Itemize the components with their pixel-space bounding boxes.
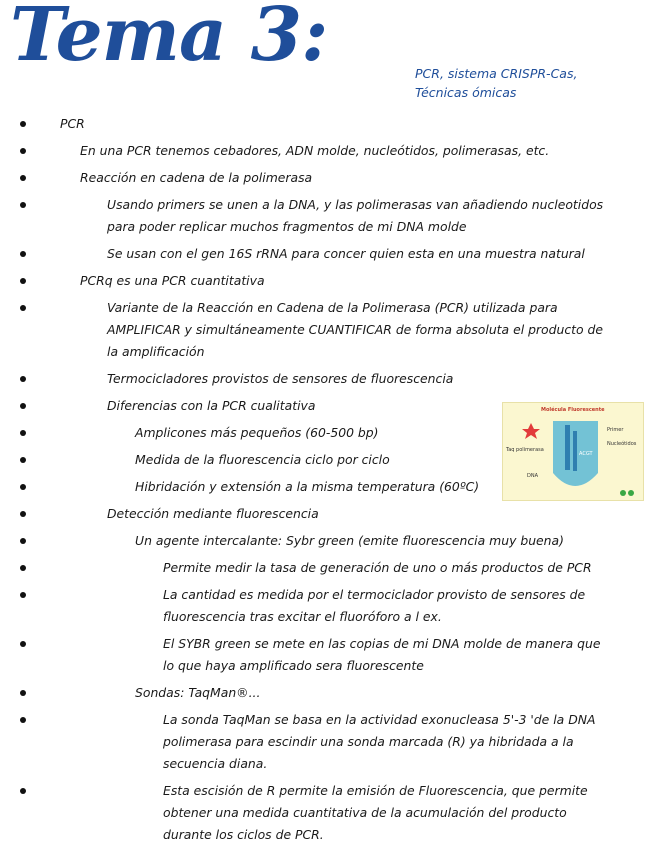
- list-item: [0, 140, 656, 167]
- list-item: [0, 270, 656, 297]
- page-subtitle: [415, 64, 645, 102]
- list-item-text: Sondas: TaqMan®...: [135, 685, 261, 700]
- list-item-text: La sonda TaqMan se basa en la actividad exonucleasa 5'-3 'de la DNA polimerasa para escindir una sonda marcada (R) ya hibridada a la secuencia diana.: [163, 712, 596, 771]
- list-item-text: Diferencias con la PCR cualitativa: [107, 398, 316, 413]
- subtitle-line-2: Técnicas ómicas: [415, 85, 517, 100]
- list-item-text: En una PCR tenemos cebadores, ADN molde, nucleótidos, polimerasas, etc.: [80, 143, 550, 158]
- list-item-text: PCR: [60, 116, 85, 131]
- bullet-icon: [20, 592, 26, 598]
- bullet-icon: [20, 251, 26, 257]
- bullet-icon: [20, 202, 26, 208]
- figure-label-nucleotidos: Nucleótidos: [607, 441, 637, 447]
- list-item: [0, 167, 656, 194]
- list-item-text: Termocicladores provistos de sensores de fluorescencia: [107, 371, 454, 386]
- bullet-icon: [20, 376, 26, 382]
- list-item-text: Amplicones más pequeños (60-500 bp): [135, 425, 379, 440]
- list-item: [0, 633, 656, 682]
- bullet-icon: [20, 538, 26, 544]
- list-item-text: Detección mediante fluorescencia: [107, 506, 319, 521]
- qpcr-diagram: [502, 402, 644, 501]
- list-item: [0, 557, 656, 584]
- list-item: [0, 584, 656, 633]
- bullet-icon: [20, 121, 26, 127]
- figure-label-taq: Taq polimerasa: [506, 447, 544, 453]
- bullet-icon: [20, 788, 26, 794]
- page-title: Tema 3:: [10, 0, 328, 78]
- bullet-icon: [20, 175, 26, 181]
- bullet-icon: [20, 484, 26, 490]
- list-item-text: Hibridación y extensión a la misma temperatura (60ºC): [135, 479, 480, 494]
- list-item: [0, 243, 656, 270]
- bullet-icon: [20, 305, 26, 311]
- bullet-icon: [20, 641, 26, 647]
- bullet-icon: [20, 278, 26, 284]
- list-item-text: Variante de la Reacción en Cadena de la Polimerasa (PCR) utilizada para AMPLIFICAR y simultáneamente CUANTIFICAR de forma absoluta el producto de la amplificación: [107, 300, 604, 359]
- bullet-icon: [20, 511, 26, 517]
- bullet-icon: [20, 457, 26, 463]
- list-item: [0, 503, 656, 530]
- figure-title: Molécula Fluorescente: [541, 407, 605, 413]
- list-item-text: Permite medir la tasa de generación de uno o más productos de PCR: [163, 560, 592, 575]
- figure-label-primer: Primer: [607, 427, 624, 433]
- list-item-text: Reacción en cadena de la polimerasa: [80, 170, 313, 185]
- list-item: [0, 113, 656, 140]
- list-item: [0, 780, 656, 851]
- list-item: [0, 368, 656, 395]
- list-item-text: El SYBR green se mete en las copias de mi DNA molde de manera que lo que haya amplificado sera fluorescente: [163, 636, 601, 673]
- list-item-text: Medida de la fluorescencia ciclo por ciclo: [135, 452, 390, 467]
- list-item-text: Un agente intercalante: Sybr green (emite fluorescencia muy buena): [135, 533, 564, 548]
- list-item: [0, 682, 656, 709]
- bullet-icon: [20, 717, 26, 723]
- list-item: [0, 194, 656, 243]
- bullet-icon: [20, 403, 26, 409]
- subtitle-line-1: PCR, sistema CRISPR-Cas,: [415, 66, 578, 81]
- list-item-text: PCRq es una PCR cuantitativa: [80, 273, 265, 288]
- list-item: [0, 297, 656, 368]
- figure-label-dna: DNA: [527, 473, 539, 479]
- list-item-text: Usando primers se unen a la DNA, y las polimerasas van añadiendo nucleotidos para poder replicar muchos fragmentos de mi DNA molde: [107, 197, 604, 234]
- bullet-icon: [20, 690, 26, 696]
- bullet-icon: [20, 148, 26, 154]
- bullet-icon: [20, 430, 26, 436]
- list-item: [0, 530, 656, 557]
- figure-label-bases: ACGT: [579, 451, 593, 457]
- bullet-icon: [20, 565, 26, 571]
- list-item: [0, 709, 656, 780]
- list-item-text: La cantidad es medida por el termociclador provisto de sensores de fluorescencia tras excitar el fluorófоro a l ex.: [163, 587, 586, 624]
- list-item-text: Esta escisión de R permite la emisión de Fluorescencia, que permite obtener una medida cuantitativa de la acumulación del producto durante los ciclos de PCR.: [163, 783, 588, 842]
- list-item-text: Se usan con el gen 16S rRNA para concer quien esta en una muestra natural: [107, 246, 585, 261]
